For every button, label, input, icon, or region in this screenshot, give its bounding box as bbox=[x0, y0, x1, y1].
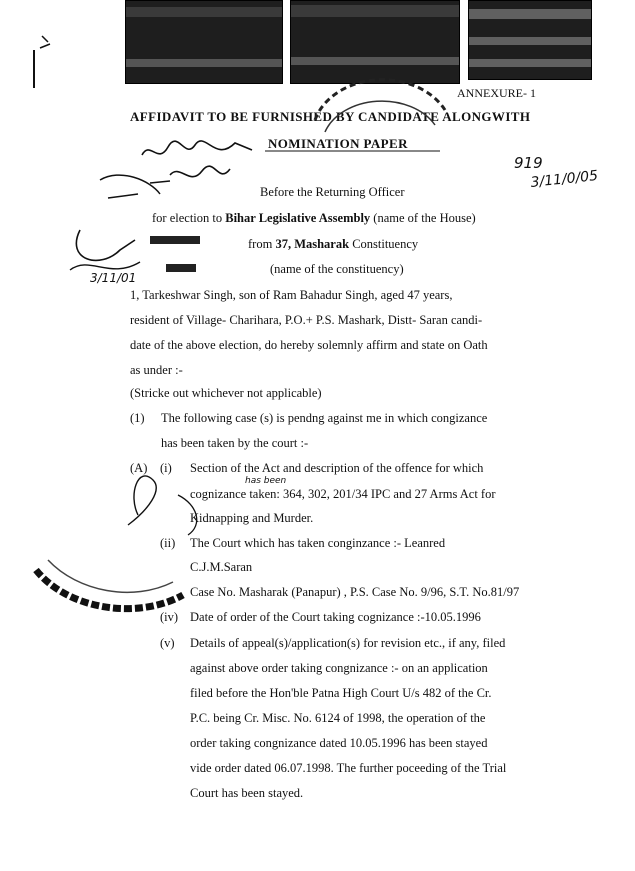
sub-A-label: (A) bbox=[130, 461, 148, 475]
redaction-mark-2 bbox=[166, 264, 196, 272]
constituency-suffix: Constituency bbox=[352, 237, 419, 251]
handwritten-reference: 919 bbox=[514, 154, 543, 172]
sub-ii-line-2: C.J.M.Saran bbox=[190, 560, 253, 574]
sub-i-line-3: Kidnapping and Murder. bbox=[190, 511, 314, 525]
para-line-3: date of the above election, do hereby solemnly affirm and state on Oath bbox=[130, 338, 488, 352]
handwritten-initials-left bbox=[60, 170, 200, 290]
sub-v-line-7: Court has been stayed. bbox=[190, 786, 304, 800]
election-suffix: (name of the House) bbox=[373, 211, 476, 225]
margin-mark bbox=[28, 30, 58, 90]
sub-v-line-6: vide order dated 06.07.1998. The further poceeding of the Trial bbox=[190, 761, 507, 775]
sub-iii-line: Case No. Masharak (Panapur) , P.S. Case No. 9/96, S.T. No.81/97 bbox=[190, 585, 520, 599]
official-seal-bottom bbox=[28, 540, 188, 630]
election-line bbox=[152, 212, 476, 225]
document-title: AFFIDAVIT TO BE FURNISHED BY CANDIDATE ALONGWITH bbox=[130, 109, 531, 124]
sub-v-line-4: P.C. being Cr. Misc. No. 6124 of 1998, the operation of the bbox=[190, 711, 486, 725]
strike-note: (Stricke out whichever not applicable) bbox=[130, 386, 322, 400]
sub-iv-label: (iv) bbox=[160, 610, 179, 624]
document-subtitle: NOMINATION PAPER bbox=[268, 136, 408, 151]
sub-ii-line-1: The Court which has taken conginzance :- Leanred bbox=[190, 536, 446, 550]
sub-v-line-5: order taking congnizance dated 10.05.1996 has been stayed bbox=[190, 736, 488, 750]
handwritten-date-left: 3/11/01 bbox=[90, 271, 137, 285]
sub-i-line-1: Section of the Act and description of the offence for which bbox=[190, 461, 484, 475]
item-1-line-1: The following case (s) is pendng against me in which congizance bbox=[161, 411, 488, 425]
constituency-name: 37, Masharak bbox=[275, 237, 350, 251]
sub-iv-line: Date of order of the Court taking cognizance :-10.05.1996 bbox=[190, 610, 481, 624]
redaction-mark-1 bbox=[150, 236, 200, 244]
para-line-1: 1, Tarkeshwar Singh, son of Ram Bahadur Singh, aged 47 years, bbox=[130, 288, 453, 302]
sub-i-line-2: cognizance taken: 364, 302, 201/34 IPC and 27 Arms Act for bbox=[190, 487, 496, 501]
handwritten-bracket-mark bbox=[108, 455, 218, 545]
sub-v-line-2: against above order taking congnizance :- on an application bbox=[190, 661, 488, 675]
para-line-2: resident of Village- Charihara, P.O.+ P.S. Mashark, Distt- Saran candi- bbox=[130, 313, 483, 327]
item-1-number: (1) bbox=[130, 411, 145, 425]
sub-v-line-3: filed before the Hon'ble Patna High Court U/s 482 of the Cr. bbox=[190, 686, 492, 700]
sub-i-label: (i) bbox=[160, 461, 172, 475]
para-line-4: as under :- bbox=[130, 363, 183, 377]
before-line: Before the Returning Officer bbox=[260, 185, 405, 199]
sub-v-label: (v) bbox=[160, 636, 175, 650]
election-prefix: for election to bbox=[152, 211, 223, 225]
official-seal-top bbox=[305, 70, 455, 180]
revenue-stamp-3 bbox=[468, 0, 592, 80]
annexure-label: ANNEXURE- 1 bbox=[457, 86, 536, 100]
revenue-stamp-1 bbox=[125, 0, 283, 84]
sub-i-insert: has been bbox=[245, 476, 287, 486]
sub-v-line-1: Details of appeal(s)/application(s) for revision etc., if any, filed bbox=[190, 636, 506, 650]
constituency-label: (name of the constituency) bbox=[270, 262, 404, 276]
from-prefix: from bbox=[248, 237, 273, 251]
election-house: Bihar Legislative Assembly bbox=[225, 211, 371, 225]
constituency-line bbox=[248, 238, 418, 251]
item-1-line-2: has been taken by the court :- bbox=[161, 436, 309, 450]
sub-ii-label: (ii) bbox=[160, 536, 176, 550]
handwritten-date: 3/11/0/05 bbox=[529, 167, 599, 191]
